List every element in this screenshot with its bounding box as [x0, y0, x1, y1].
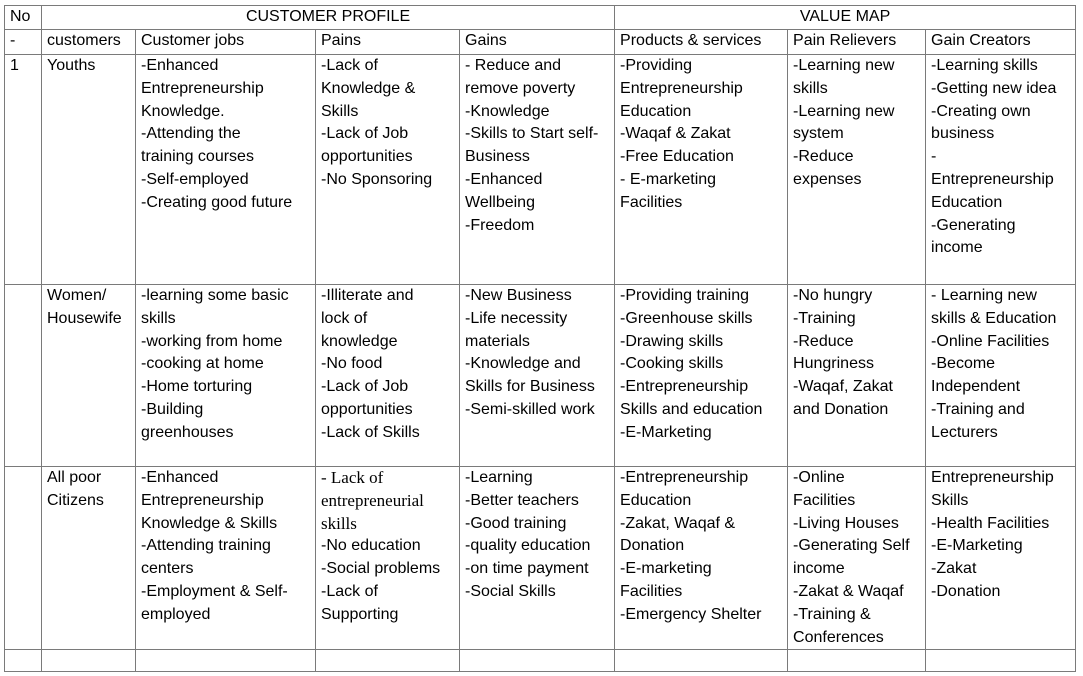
cell-line: skills: [321, 513, 357, 533]
cell-line: opportunities: [321, 400, 413, 418]
cell-line: -Training and: [931, 400, 1025, 418]
cell-no: [5, 285, 42, 467]
cell-line: -quality education: [465, 537, 591, 555]
cell-line: - E-marketing: [620, 170, 717, 188]
cell-line: -Cooking skills: [620, 355, 724, 373]
cell-line: -Lack of Job: [321, 125, 409, 143]
cell-line: -Training &: [793, 605, 871, 623]
cell-line: Women/: [47, 287, 107, 304]
cell-products-services: [615, 55, 788, 285]
cell-line: -Online: [793, 469, 845, 486]
cell-line: Facilities: [793, 491, 856, 509]
cell-line: skills: [793, 79, 828, 97]
cell-line: greenhouses: [141, 423, 234, 441]
cell-line: skills: [141, 309, 176, 327]
cell-line: -Attending training: [141, 537, 271, 555]
cell-line: -working from home: [141, 332, 283, 350]
value-proposition-table: [4, 5, 1076, 672]
cell-line: lock of: [321, 309, 368, 327]
cell-line: -Emergency Shelter: [620, 605, 762, 623]
cell-line: -Self-employed: [141, 170, 249, 188]
subheader-customer-jobs: Customer jobs: [136, 30, 316, 55]
cell-line: -E-Marketing: [620, 423, 712, 441]
cell-products-services: [615, 285, 788, 467]
cell-no: 1: [5, 55, 42, 285]
cell-line: Business: [465, 148, 530, 166]
cell-line: Facilities: [620, 193, 683, 211]
cell-line: -Lack of Skills: [321, 423, 420, 441]
cell-line: -Generating Self: [793, 537, 910, 555]
cell-line: -No Sponsoring: [321, 170, 433, 188]
cell-line: -Building: [141, 400, 204, 418]
empty-cell: [926, 650, 1076, 672]
cell-pain-relievers: [788, 467, 926, 650]
cell-line: -Social Skills: [465, 582, 556, 600]
subheader-customers: customers: [42, 30, 136, 55]
cell-line: Skills and education: [620, 400, 763, 418]
cell-customer-jobs: [136, 55, 316, 285]
cell-line: -No food: [321, 355, 383, 373]
cell-line: Citizens: [47, 491, 104, 509]
cell-line: -Enhanced: [141, 469, 219, 486]
cell-line: -on time payment: [465, 560, 589, 578]
cell-line: Skills: [931, 491, 969, 509]
cell-line: system: [793, 125, 844, 143]
subheader-gains: Gains: [460, 30, 615, 55]
cell-line: -Learning new: [793, 102, 895, 120]
cell-line: -Reduce: [793, 148, 854, 166]
cell-line: remove poverty: [465, 79, 576, 97]
cell-line: Knowledge &: [321, 79, 416, 97]
cell-line: -Donation: [931, 582, 1001, 600]
cell-line: -Illiterate and: [321, 287, 414, 304]
cell-line: -New Business: [465, 287, 572, 304]
cell-line: -Getting new idea: [931, 79, 1057, 97]
cell-line: -Good training: [465, 514, 567, 532]
cell-line: -Better teachers: [465, 491, 579, 509]
cell-line: -Entrepreneurship: [620, 378, 749, 396]
cell-line: -Knowledge: [465, 102, 550, 120]
cell-line: -Zakat: [931, 560, 977, 578]
cell-line: expenses: [793, 170, 862, 188]
cell-pain-relievers: [788, 55, 926, 285]
cell-line: -Learning new: [793, 57, 895, 74]
cell-line: - Learning new: [931, 287, 1037, 304]
cell-line: -Online Facilities: [931, 332, 1050, 350]
cell-line: Entrepreneurship: [141, 491, 264, 509]
table-row: [5, 55, 1076, 285]
cell-line: -Zakat & Waqaf: [793, 582, 904, 600]
cell-line: -Training: [793, 309, 856, 327]
cell-line: Entrepreneurship: [931, 170, 1054, 188]
subheader-products-services: Products & services: [615, 30, 788, 55]
cell-line: -Creating own: [931, 102, 1031, 120]
cell-line: centers: [141, 560, 194, 578]
cell-line: -Reduce: [793, 332, 854, 350]
cell-line: -Enhanced: [141, 57, 219, 74]
cell-line: -Lack of: [321, 582, 378, 600]
cell-line: Skills: [321, 102, 359, 120]
empty-cell: [5, 650, 42, 672]
empty-cell: [615, 650, 788, 672]
header-value-map: VALUE MAP: [615, 6, 1076, 30]
empty-row: [5, 650, 1076, 672]
cell-line: -E-marketing: [620, 560, 712, 578]
cell-line: -Attending the: [141, 125, 241, 143]
cell-line: Entrepreneurship: [141, 79, 264, 97]
subheader-no: -: [5, 30, 42, 55]
cell-line: Knowledge.: [141, 102, 225, 120]
cell-line: Wellbeing: [465, 193, 535, 211]
cell-pains: [316, 55, 460, 285]
cell-gain-creators: [926, 467, 1076, 650]
cell-line: -Drawing skills: [620, 332, 724, 350]
cell-no: [5, 467, 42, 650]
cell-line: All poor: [47, 469, 102, 486]
cell-line: -Knowledge and: [465, 355, 581, 373]
cell-line: -Free Education: [620, 148, 734, 166]
cell-line: income: [931, 239, 983, 257]
cell-line: Facilities: [620, 582, 683, 600]
cell-pain-relievers: [788, 285, 926, 467]
subheader-pain-relievers: Pain Relievers: [788, 30, 926, 55]
cell-line: -No education: [321, 537, 421, 555]
cell-customers: [42, 285, 136, 467]
cell-line: Youths: [47, 57, 96, 74]
cell-line: - Lack of: [321, 468, 384, 487]
table-row: [5, 285, 1076, 467]
cell-customers: [42, 467, 136, 650]
cell-line: -Waqaf & Zakat: [620, 125, 731, 143]
cell-customers: [42, 55, 136, 285]
cell-pains: [316, 285, 460, 467]
cell-line: -Waqaf, Zakat: [793, 378, 893, 396]
header-customer-profile: CUSTOMER PROFILE: [42, 6, 615, 30]
cell-line: Education: [931, 193, 1003, 211]
cell-line: -cooking at home: [141, 355, 264, 373]
cell-gain-creators: [926, 55, 1076, 285]
cell-line: -Providing training: [620, 287, 749, 304]
cell-gain-creators: [926, 285, 1076, 467]
cell-line: -Freedom: [465, 216, 535, 234]
cell-line: -Lack of: [321, 57, 378, 74]
empty-cell: [136, 650, 316, 672]
cell-line: -Learning skills: [931, 57, 1038, 74]
cell-line: Education: [620, 491, 692, 509]
cell-line: -Social problems: [321, 560, 441, 578]
cell-line: business: [931, 125, 995, 143]
cell-line: -Providing: [620, 57, 693, 74]
cell-line: materials: [465, 332, 530, 350]
cell-line: -Lack of Job: [321, 378, 409, 396]
subheader-gain-creators: Gain Creators: [926, 30, 1076, 55]
cell-gains: [460, 467, 615, 650]
empty-cell: [460, 650, 615, 672]
cell-gains: [460, 285, 615, 467]
cell-line: -Entrepreneurship: [620, 469, 749, 486]
cell-line: Supporting: [321, 605, 399, 623]
cell-line: -Greenhouse skills: [620, 309, 753, 327]
cell-line: Independent: [931, 378, 1021, 396]
cell-line: -Generating: [931, 216, 1016, 234]
cell-line: -Creating good future: [141, 193, 293, 211]
cell-line: Entrepreneurship: [931, 469, 1054, 486]
cell-line: -Living Houses: [793, 514, 899, 532]
cell-line: employed: [141, 605, 211, 623]
cell-line: entrepreneurial: [321, 490, 424, 510]
empty-cell: [42, 650, 136, 672]
cell-line: -Enhanced: [465, 170, 543, 188]
cell-line: -E-Marketing: [931, 537, 1023, 555]
cell-line: Education: [620, 102, 692, 120]
cell-line: Knowledge & Skills: [141, 514, 278, 532]
cell-line: -Employment & Self-: [141, 582, 288, 600]
cell-line: Hungriness: [793, 355, 874, 373]
cell-line: -Life necessity: [465, 309, 568, 327]
cell-line: -Zakat, Waqaf &: [620, 514, 736, 532]
cell-line: Lecturers: [931, 423, 998, 441]
cell-line: training courses: [141, 148, 254, 166]
cell-line: -Semi-skilled work: [465, 400, 595, 418]
header-no: No: [5, 6, 42, 30]
empty-cell: [788, 650, 926, 672]
cell-products-services: [615, 467, 788, 650]
header-row: [5, 6, 1076, 30]
subheader-row: [5, 30, 1076, 55]
cell-line: knowledge: [321, 332, 398, 350]
cell-line: opportunities: [321, 148, 413, 166]
cell-line: -: [931, 148, 937, 166]
cell-line: Conferences: [793, 628, 884, 646]
cell-line: and Donation: [793, 400, 889, 418]
cell-line: - Reduce and: [465, 57, 562, 74]
table-row: [5, 467, 1076, 650]
cell-line: skills & Education: [931, 309, 1057, 327]
cell-line: -No hungry: [793, 287, 873, 304]
cell-gains: [460, 55, 615, 285]
cell-line: -learning some basic: [141, 287, 289, 304]
cell-line: -Skills to Start self-: [465, 125, 599, 143]
empty-cell: [316, 650, 460, 672]
cell-line: -Become: [931, 355, 996, 373]
cell-customer-jobs: [136, 467, 316, 650]
cell-line: -Health Facilities: [931, 514, 1050, 532]
cell-line: -Home torturing: [141, 378, 253, 396]
cell-line: Skills for Business: [465, 378, 595, 396]
cell-line: Entrepreneurship: [620, 79, 743, 97]
cell-customer-jobs: [136, 285, 316, 467]
cell-line: Housewife: [47, 309, 122, 327]
cell-pains: [316, 467, 460, 650]
cell-line: Donation: [620, 537, 685, 555]
cell-line: income: [793, 560, 845, 578]
cell-line: -Learning: [465, 469, 533, 486]
subheader-pains: Pains: [316, 30, 460, 55]
